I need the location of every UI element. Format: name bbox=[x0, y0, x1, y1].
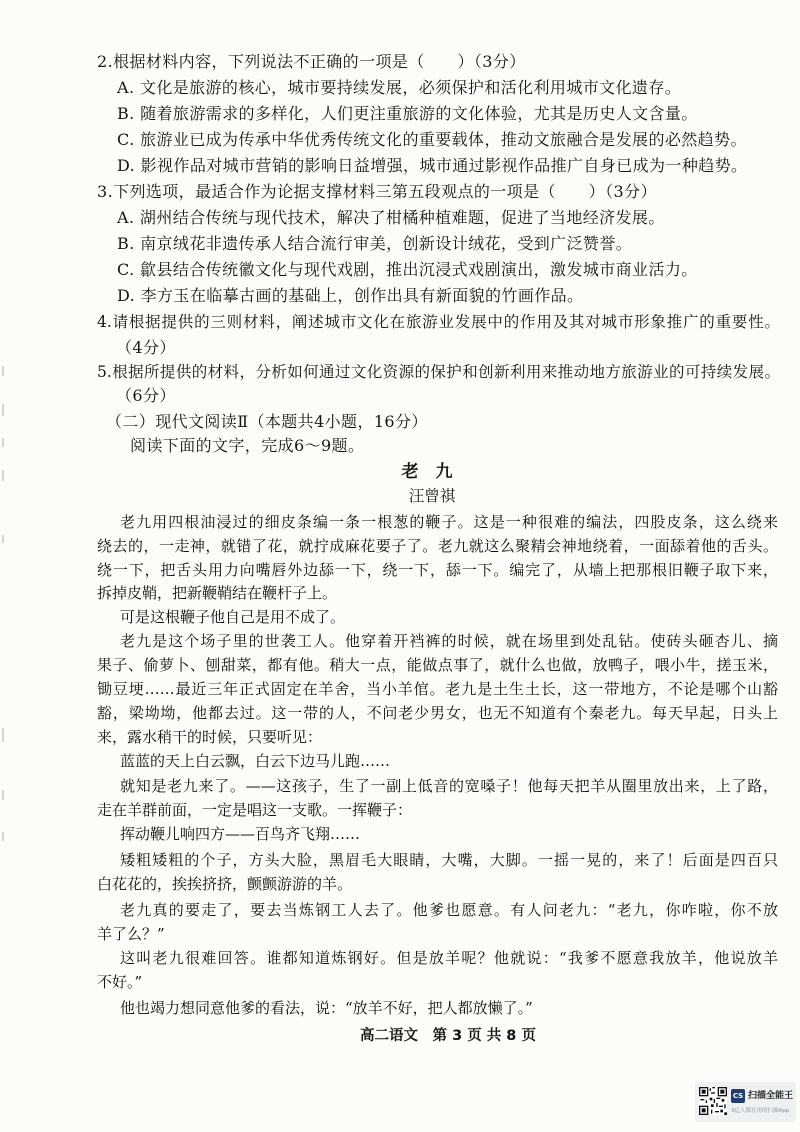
paragraph-line: 豁，梁坳坳，他都去过。这一带的人，不问老少男女，也无不知道有个秦老九。每天早起，日头上 bbox=[97, 704, 778, 722]
question-4-stem: 4.请根据提供的三则材料，阐述城市文化在旅游业发展中的作用及其对城市形象推广的重要性。 bbox=[97, 313, 780, 331]
qr-code-icon bbox=[699, 1087, 727, 1115]
song-line: 挥动鞭儿响四方——百鸟齐飞翔…… bbox=[120, 825, 361, 843]
question-2-option-b: B. 随着旅游需求的多样化，人们更注重旅游的文化体验，尤其是历史人文含量。 bbox=[117, 104, 698, 123]
question-3-option-c: C. 歙县结合传统徽文化与现代戏剧，推出沉浸式戏剧演出，激发城市商业活力。 bbox=[117, 260, 698, 279]
paragraph-line: 可是这根鞭子他自己是用不成了。 bbox=[120, 608, 346, 626]
scan-artifact bbox=[2, 790, 4, 800]
paragraph-line: 锄豆埂……最近三年正式固定在羊舍，当小羊倌。老九是土生土长，这一带地方，不论是哪个山豁 bbox=[97, 680, 778, 698]
watermark-brand: 扫描全能王 bbox=[748, 1091, 794, 1101]
paragraph-line: 羊了么？” bbox=[97, 925, 165, 943]
paragraph-line: 老九用四根油浸过的细皮条编一条一根葱的鞭子。这是一种很难的编法，四股皮条，这么绕来 bbox=[120, 513, 778, 531]
question-2-stem: 2.根据材料内容，下列说法不正确的一项是（ ）（3分） bbox=[97, 52, 526, 71]
paragraph-line: 绕一下，把舌头用力向嘴唇外边舔一下，绕一下，舔一下。编完了，从墙上把那根旧鞭子取下来， bbox=[97, 561, 778, 579]
paragraph-line: 来，露水稍干的时候，只要听见： bbox=[97, 728, 323, 746]
song-line: 蓝蓝的天上白云飘，白云下边马儿跑…… bbox=[120, 752, 391, 770]
scanner-watermark bbox=[695, 1082, 796, 1122]
question-2-option-c: C. 旅游业已成为传承中华优秀传统文化的重要载体，推动文旅融合是发展的必然趋势。 bbox=[117, 130, 747, 149]
section-heading: （二）现代文阅读Ⅱ（本题共4小题，16分） bbox=[106, 412, 428, 431]
paragraph-line: 不好。” bbox=[97, 973, 143, 991]
section-instruction: 阅读下面的文字，完成6～9题。 bbox=[130, 436, 365, 455]
question-3-option-b: B. 南京绒花非遗传承人结合流行审美，创新设计绒花，受到广泛赞誉。 bbox=[117, 234, 633, 253]
article-title: 老 九 bbox=[401, 462, 453, 482]
paragraph-line: 矮粗矮粗的个子，方头大脸，黑眉毛大眼睛，大嘴，大脚。一摇一晃的，来了！后面是四百只 bbox=[120, 851, 778, 869]
paragraph-line: 老九是这个场子里的世袭工人。他穿着开裆裤的时候，就在场里到处乱钻。使砖头砸杏儿、摘 bbox=[120, 632, 778, 650]
scan-artifact bbox=[2, 404, 4, 416]
scan-artifact bbox=[2, 470, 4, 481]
article-author: 汪曾祺 bbox=[408, 487, 456, 505]
scan-artifact bbox=[2, 366, 4, 376]
page-footer: 高二语文 第 3 页 共 8 页 bbox=[360, 1028, 536, 1044]
camscanner-logo: CS bbox=[731, 1089, 745, 1103]
scan-artifact bbox=[2, 438, 4, 447]
question-4-points: （4分） bbox=[116, 338, 176, 357]
question-5-points: （6分） bbox=[116, 386, 176, 405]
paragraph-line: 他也竭力想同意他爹的看法，说：“放羊不好，把人都放懒了。” bbox=[120, 999, 533, 1017]
scan-artifact bbox=[2, 535, 4, 543]
question-3-option-a: A. 湖州结合传统与现代技术，解决了柑橘种植难题，促进了当地经济发展。 bbox=[117, 208, 665, 227]
paragraph-line: 果子、偷萝卜、刨甜菜，都有他。稍大一点，能做点事了，就什么也做，放鸭子，喂小牛，搓玉米， bbox=[97, 656, 778, 674]
paragraph-line: 就知是老九来了。——这孩子，生了一副上低音的宽嗓子！他每天把羊从圈里放出来，上了路， bbox=[120, 777, 778, 795]
paragraph-line: 白花花的，挨挨挤挤，颤颤游游的羊。 bbox=[97, 875, 353, 893]
question-2-option-d: D. 影视作品对城市营销的影响日益增强，城市通过影视作品推广自身已成为一种趋势。 bbox=[117, 156, 748, 175]
question-3-option-d: D. 李方玉在临摹古画的基础上，创作出具有新面貌的竹画作品。 bbox=[117, 286, 584, 305]
paragraph-line: 走在羊群前面，一定是唱这一支歌。一挥鞭子： bbox=[97, 801, 413, 819]
question-3-stem: 3.下列选项，最适合作为论据支撑材料三第五段观点的一项是（ ）（3分） bbox=[97, 182, 657, 201]
paragraph-line: 拆掉皮鞘，把新鞭鞘结在鞭杆子上。 bbox=[97, 584, 338, 602]
question-2-option-a: A. 文化是旅游的核心，城市要持续发展，必须保护和活化利用城市文化遗存。 bbox=[117, 78, 682, 97]
paragraph-line: 这叫老九很难回答。谁都知道炼钢好。但是放羊呢？他就说：“我爹不愿意我放羊，他说放羊 bbox=[120, 949, 778, 967]
question-5-stem: 5.根据所提供的材料，分析如何通过文化资源的保护和创新利用来推动地方旅游业的可持续发展。 bbox=[97, 363, 780, 381]
scan-artifact bbox=[2, 728, 4, 742]
paragraph-line: 老九真的要走了，要去当炼钢工人去了。他爹也愿意。有人问老九：“老九，你咋啦，你不放 bbox=[120, 901, 778, 919]
scan-artifact bbox=[2, 832, 4, 841]
watermark-tagline: 3亿人都在用的扫描App bbox=[731, 1108, 790, 1114]
paragraph-line: 绕去的，一走神，就错了花，就拧成麻花要子了。老九就这么聚精会神地绕着，一面舔着他的舌头。 bbox=[97, 537, 778, 555]
